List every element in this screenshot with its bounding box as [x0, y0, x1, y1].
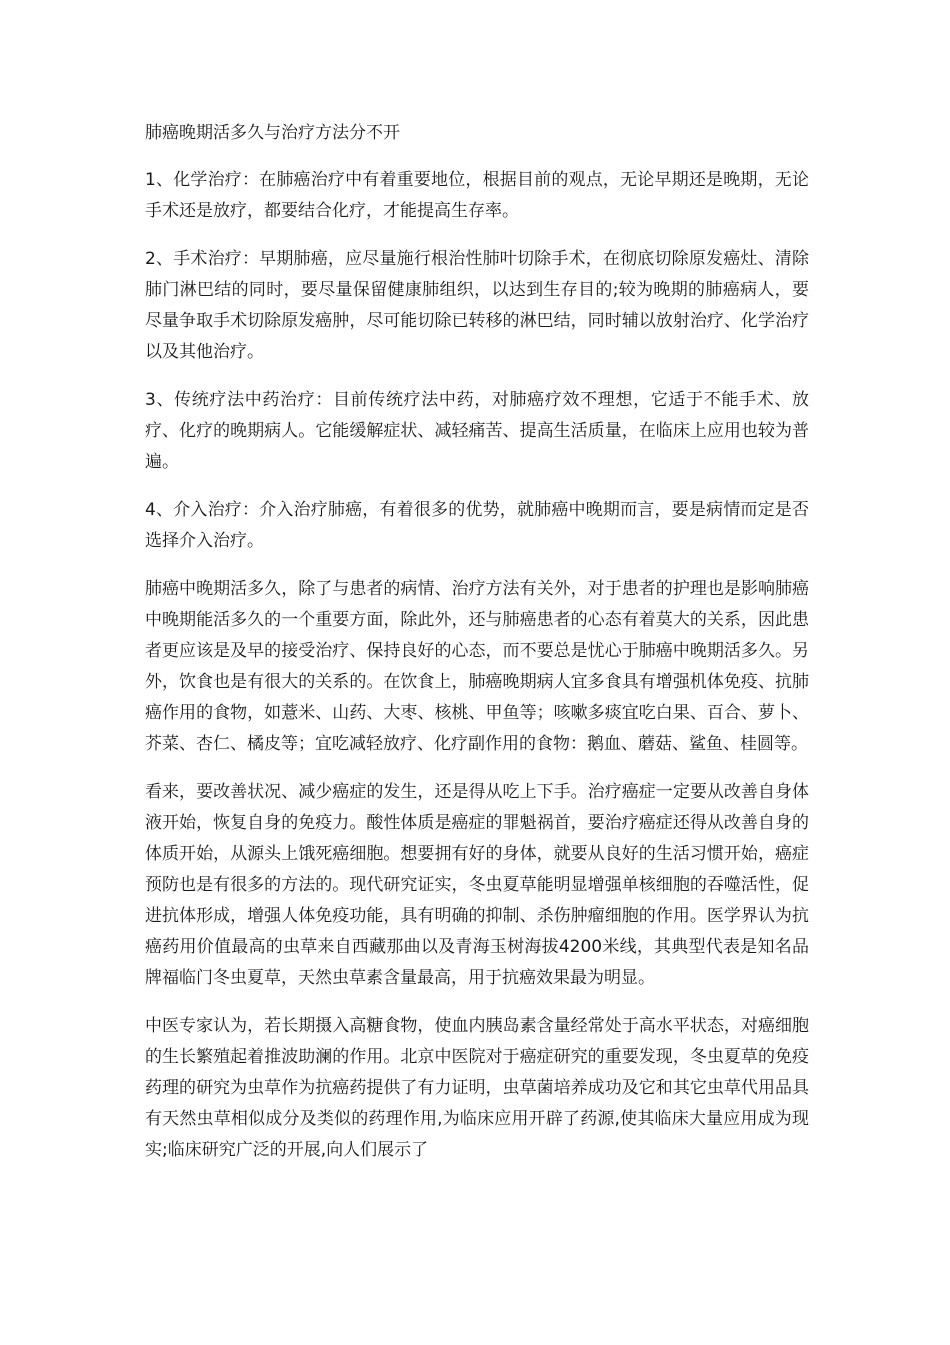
paragraph-tcm: 3、传统疗法中药治疗：目前传统疗法中药，对肺癌疗效不理想，它适于不能手术、放疗、化疗的晚期病人。它能缓解症状、减轻痛苦、提高生活质量，在临床上应用也较为普遍。 — [145, 390, 809, 472]
paragraph-cordyceps: 看来，要改善状况、减少癌症的发生，还是得从吃上下手。治疗癌症一定要从改善自身体液开始，恢复自身的免疫力。酸性体质是癌症的罪魁祸首，要治疗癌症还得从改善自身的体质开始，从源头上饿死癌细胞。想要拥有好的身体，就要从良好的生活习惯开始，癌症预防也是有很多的方法的。现代研究证实，冬虫夏草能明显增强单核细胞的吞噬活性，促进抗体形成，增强人体免疫功能，具有明确的抑制、杀伤肿瘤细胞的作用。医学界认为抗癌药用价值最高的虫草来自西藏那曲以及青海玉树海拔4200米线，其典型代表是知名品牌福临门冬虫夏草，天然虫草素含量最高，用于抗癌效果最为明显。 — [145, 782, 809, 988]
paragraph-chemotherapy: 1、化学治疗：在肺癌治疗中有着重要地位，根据目前的观点，无论早期还是晚期，无论手术还是放疗，都要结合化疗，才能提高生存率。 — [145, 170, 809, 221]
paragraph-interventional: 4、介入治疗：介入治疗肺癌，有着很多的优势，就肺癌中晚期而言，要是病情而定是否选择介入治疗。 — [145, 500, 809, 551]
document-body — [145, 118, 809, 1183]
paragraph-surgery: 2、手术治疗：早期肺癌，应尽量施行根治性肺叶切除手术，在彻底切除原发癌灶、清除肺门淋巴结的同时，要尽量保留健康肺组织，以达到生存目的;较为晚期的肺癌病人，要尽量争取手术切除原发癌肿，尽可能切除已转移的淋巴结，同时辅以放射治疗、化学治疗以及其他治疗。 — [145, 249, 809, 362]
paragraph-care-diet: 肺癌中晚期活多久，除了与患者的病情、治疗方法有关外，对于患者的护理也是影响肺癌中晚期能活多久的一个重要方面，除此外，还与肺癌患者的心态有着莫大的关系，因此患者更应该是及早的接受治疗、保持良好的心态，而不要总是忧心于肺癌中晚期活多久。另外，饮食也是有很大的关系的。在饮食上，肺癌晚期病人宜多食具有增强机体免疫、抗肺癌作用的食物，如薏米、山药、大枣、核桃、甲鱼等；咳嗽多痰宜吃白果、百合、萝卜、芥菜、杏仁、橘皮等；宜吃减轻放疗、化疗副作用的食物：鹅血、蘑菇、鲨鱼、桂圆等。 — [145, 579, 809, 754]
document-title: 肺癌晚期活多久与治疗方法分不开 — [145, 123, 400, 143]
paragraph-expert-opinion: 中医专家认为，若长期摄入高糖食物，使血内胰岛素含量经常处于高水平状态，对癌细胞的生长繁殖起着推波助澜的作用。北京中医院对于癌症研究的重要发现，冬虫夏草的免疫药理的研究为虫草作为抗癌药提供了有力证明，虫草菌培养成功及它和其它虫草代用品具有天然虫草相似成分及类似的药理作用,为临床应用开辟了药源,使其临床大量应用成为现实;临床研究广泛的开展,向人们展示了 — [145, 1016, 809, 1160]
